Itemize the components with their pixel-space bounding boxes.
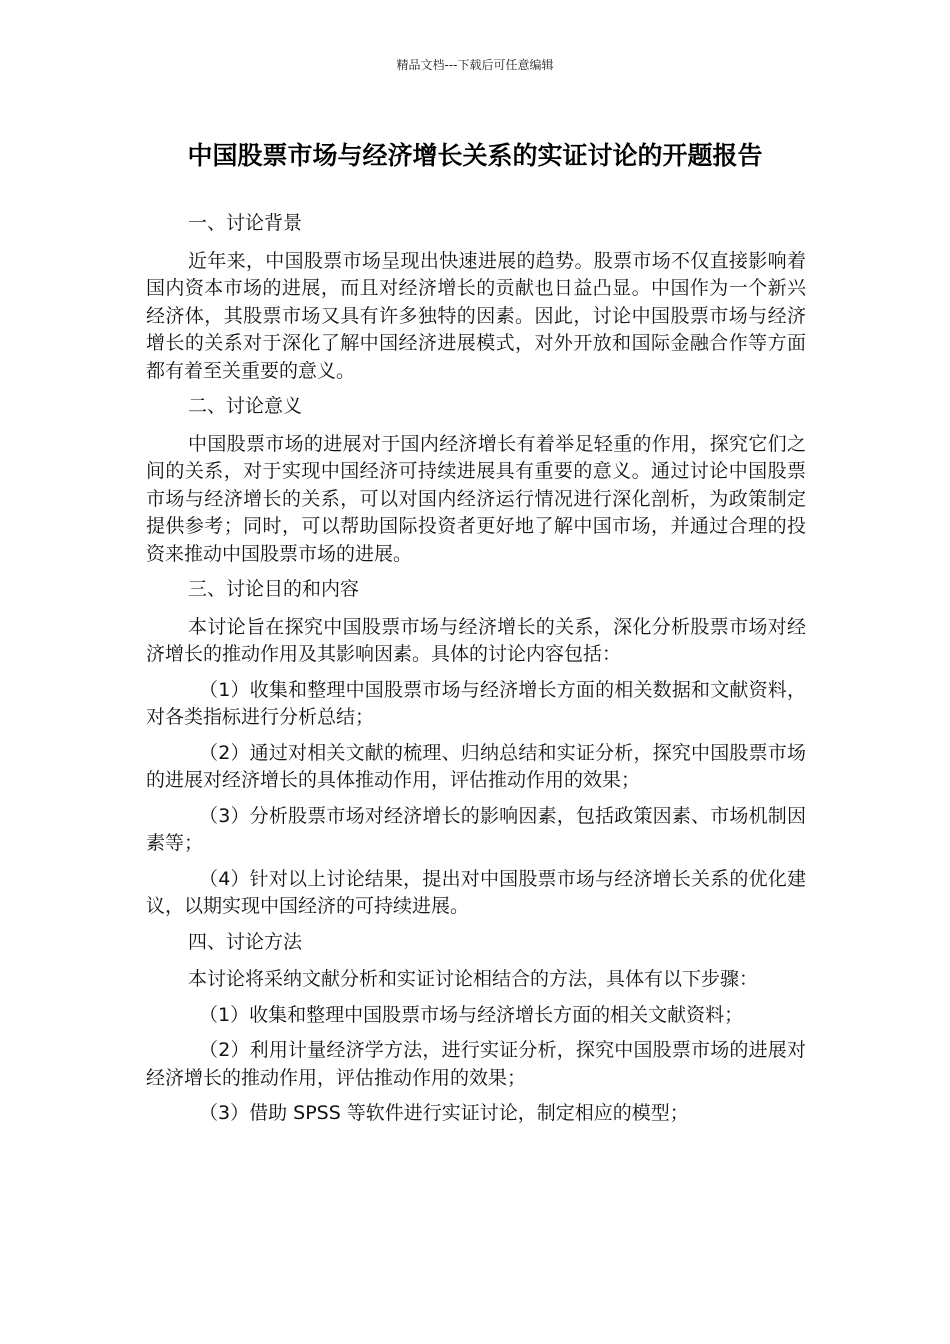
list-item: （2）利用计量经济学方法，进行实证分析，探究中国股票市场的进展对经济增长的推动作用，评估推动作用的效果； (146, 1039, 806, 1089)
section-heading-significance: 二、讨论意义 (188, 395, 303, 417)
header-note: 精品文档---下载后可任意编辑 (396, 58, 554, 72)
list-item: （2）通过对相关文献的梳理、归纳总结和实证分析，探究中国股票市场的进展对经济增长的具体推动作用，评估推动作用的效果； (146, 741, 806, 791)
paragraph-background: 近年来，中国股票市场呈现出快速进展的趋势。股票市场不仅直接影响着国内资本市场的进展，而且对经济增长的贡献也日益凸显。中国作为一个新兴经济体，其股票市场又具有许多独特的因素。因此，讨论中国股票市场与经济增长的关系对于深化了解中国经济进展模式，对外开放和国际金融合作等方面都有着至关重要的意义。 (146, 249, 806, 382)
list-item: （3）分析股票市场对经济增长的影响因素，包括政策因素、市场机制因素等； (146, 804, 806, 854)
list-item: （3）借助 SPSS 等软件进行实证讨论，制定相应的模型； (199, 1102, 689, 1124)
document-title: 中国股票市场与经济增长关系的实证讨论的开题报告 (187, 141, 763, 170)
paragraph-significance: 中国股票市场的进展对于国内经济增长有着举足轻重的作用，探究它们之间的关系，对于实现中国经济可持续进展具有重要的意义。通过讨论中国股票市场与经济增长的关系，可以对国内经济运行情况进行深化剖析，为政策制定提供参考；同时，可以帮助国际投资者更好地了解中国市场，并通过合理的投资来推动中国股票市场的进展。 (146, 432, 806, 565)
section-heading-purpose: 三、讨论目的和内容 (188, 578, 360, 600)
paragraph-method-intro: 本讨论将采纳文献分析和实证讨论相结合的方法，具体有以下步骤： (188, 968, 759, 990)
document-body (146, 210, 806, 1136)
list-item: （1）收集和整理中国股票市场与经济增长方面的相关数据和文献资料，对各类指标进行分析总结； (146, 678, 806, 728)
list-item: （4）针对以上讨论结果，提出对中国股票市场与经济增长关系的优化建议，以期实现中国经济的可持续进展。 (146, 867, 806, 917)
list-item: （1）收集和整理中国股票市场与经济增长方面的相关文献资料； (199, 1003, 744, 1026)
section-heading-method: 四、讨论方法 (188, 930, 303, 953)
paragraph-purpose-intro: 本讨论旨在探究中国股票市场与经济增长的关系，深化分析股票市场对经济增长的推动作用及其影响因素。具体的讨论内容包括： (146, 615, 806, 665)
section-heading-background: 一、讨论背景 (188, 212, 303, 234)
